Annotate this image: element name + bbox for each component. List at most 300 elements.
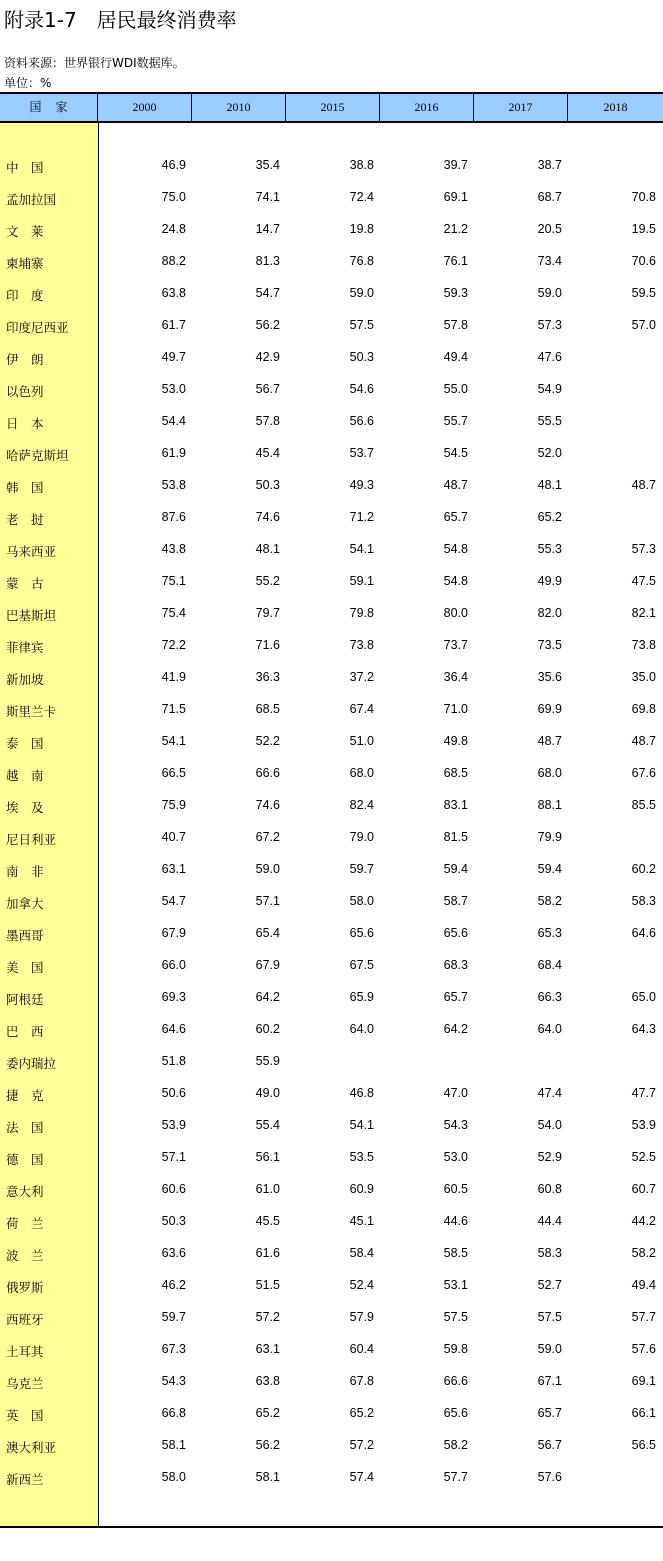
value-cell-2010: 45.5 <box>255 1214 280 1228</box>
country-name: 印度尼西亚 <box>6 320 69 335</box>
value-cell-2016: 68.3 <box>443 958 468 972</box>
value-cell-2000: 54.1 <box>161 734 186 748</box>
table-row <box>0 280 663 312</box>
value-cell-2010: 56.2 <box>255 318 280 332</box>
value-cell-2017: 65.2 <box>537 510 562 524</box>
value-cell-2017: 79.9 <box>537 830 562 844</box>
value-cell-2015: 65.6 <box>349 926 374 940</box>
value-cell-2017: 54.0 <box>537 1118 562 1132</box>
value-cell-2018: 57.3 <box>631 542 656 556</box>
header-year-2016: 2016 <box>380 94 474 121</box>
value-cell-2017: 64.0 <box>537 1022 562 1036</box>
value-cell-2016: 59.8 <box>443 1342 468 1356</box>
value-cell-2015: 38.8 <box>349 158 374 172</box>
country-name: 老 挝 <box>6 512 44 527</box>
value-cell-2015: 79.8 <box>349 606 374 620</box>
value-cell-2016: 66.6 <box>443 1374 468 1388</box>
value-cell-2018: 64.3 <box>631 1022 656 1036</box>
value-cell-2000: 53.9 <box>161 1118 186 1132</box>
table-row <box>0 1240 663 1272</box>
country-name: 德 国 <box>6 1152 44 1167</box>
table-row <box>0 664 663 696</box>
value-cell-2010: 55.4 <box>255 1118 280 1132</box>
value-cell-2000: 67.3 <box>161 1342 186 1356</box>
value-cell-2017: 48.7 <box>537 734 562 748</box>
table-row <box>0 536 663 568</box>
value-cell-2010: 67.2 <box>255 830 280 844</box>
value-cell-2018: 58.3 <box>631 894 656 908</box>
value-cell-2015: 59.1 <box>349 574 374 588</box>
country-name: 中 国 <box>6 160 44 175</box>
country-name: 乌克兰 <box>6 1376 44 1391</box>
value-cell-2010: 42.9 <box>255 350 280 364</box>
value-cell-2000: 57.1 <box>161 1150 186 1164</box>
country-name: 巴 西 <box>6 1024 44 1039</box>
value-cell-2000: 59.7 <box>161 1310 186 1324</box>
value-cell-2016: 65.7 <box>443 990 468 1004</box>
value-cell-2016: 44.6 <box>443 1214 468 1228</box>
value-cell-2016: 80.0 <box>443 606 468 620</box>
value-cell-2000: 49.7 <box>161 350 186 364</box>
value-cell-2015: 76.8 <box>349 254 374 268</box>
country-name: 日 本 <box>6 416 44 431</box>
value-cell-2018: 57.6 <box>631 1342 656 1356</box>
value-cell-2016: 57.7 <box>443 1470 468 1484</box>
value-cell-2018: 56.5 <box>631 1438 656 1452</box>
value-cell-2018: 35.0 <box>631 670 656 684</box>
value-cell-2015: 59.7 <box>349 862 374 876</box>
header-country: 国家 <box>0 94 98 121</box>
value-cell-2000: 43.8 <box>161 542 186 556</box>
value-cell-2017: 59.4 <box>537 862 562 876</box>
value-cell-2010: 55.2 <box>255 574 280 588</box>
value-cell-2015: 67.4 <box>349 702 374 716</box>
value-cell-2010: 79.7 <box>255 606 280 620</box>
value-cell-2000: 41.9 <box>161 670 186 684</box>
table-row <box>0 1368 663 1400</box>
value-cell-2000: 53.8 <box>161 478 186 492</box>
value-cell-2015: 58.0 <box>349 894 374 908</box>
value-cell-2016: 53.0 <box>443 1150 468 1164</box>
value-cell-2010: 50.3 <box>255 478 280 492</box>
value-cell-2000: 54.4 <box>161 414 186 428</box>
value-cell-2015: 82.4 <box>349 798 374 812</box>
value-cell-2010: 81.3 <box>255 254 280 268</box>
country-name: 土耳其 <box>6 1344 44 1359</box>
value-cell-2017: 47.4 <box>537 1086 562 1100</box>
value-cell-2000: 53.0 <box>161 382 186 396</box>
value-cell-2018: 73.8 <box>631 638 656 652</box>
table-row <box>0 504 663 536</box>
table-row <box>0 1208 663 1240</box>
value-cell-2018: 19.5 <box>631 222 656 236</box>
table-body <box>0 152 663 1496</box>
country-name: 印 度 <box>6 288 44 303</box>
value-cell-2010: 67.9 <box>255 958 280 972</box>
value-cell-2000: 63.6 <box>161 1246 186 1260</box>
value-cell-2015: 53.7 <box>349 446 374 460</box>
country-name: 加拿大 <box>6 896 44 911</box>
value-cell-2018: 47.7 <box>631 1086 656 1100</box>
data-source-note: 资料来源：世界银行WDI数据库。 <box>4 56 185 70</box>
value-cell-2017: 44.4 <box>537 1214 562 1228</box>
value-cell-2016: 54.5 <box>443 446 468 460</box>
value-cell-2015: 65.9 <box>349 990 374 1004</box>
table-row <box>0 856 663 888</box>
value-cell-2016: 54.8 <box>443 542 468 556</box>
table-bottom-rule <box>0 1526 663 1528</box>
value-cell-2015: 60.9 <box>349 1182 374 1196</box>
value-cell-2015: 57.2 <box>349 1438 374 1452</box>
value-cell-2016: 54.3 <box>443 1118 468 1132</box>
table-row <box>0 248 663 280</box>
country-name: 新西兰 <box>6 1472 44 1487</box>
value-cell-2000: 67.9 <box>161 926 186 940</box>
value-cell-2018: 66.1 <box>631 1406 656 1420</box>
value-cell-2015: 54.1 <box>349 542 374 556</box>
table-row <box>0 1144 663 1176</box>
table-row <box>0 760 663 792</box>
value-cell-2010: 57.2 <box>255 1310 280 1324</box>
value-cell-2000: 46.2 <box>161 1278 186 1292</box>
value-cell-2016: 49.4 <box>443 350 468 364</box>
page-title: 附录1-7 居民最终消费率 <box>4 8 237 32</box>
value-cell-2016: 55.7 <box>443 414 468 428</box>
value-cell-2000: 61.9 <box>161 446 186 460</box>
value-cell-2016: 65.7 <box>443 510 468 524</box>
value-cell-2000: 63.1 <box>161 862 186 876</box>
value-cell-2015: 51.0 <box>349 734 374 748</box>
value-cell-2010: 61.0 <box>255 1182 280 1196</box>
country-name: 荷 兰 <box>6 1216 44 1231</box>
value-cell-2016: 59.3 <box>443 286 468 300</box>
value-cell-2000: 64.6 <box>161 1022 186 1036</box>
value-cell-2015: 57.5 <box>349 318 374 332</box>
country-name: 墨西哥 <box>6 928 44 943</box>
value-cell-2010: 65.4 <box>255 926 280 940</box>
value-cell-2000: 75.4 <box>161 606 186 620</box>
value-cell-2016: 58.2 <box>443 1438 468 1452</box>
country-name: 文 莱 <box>6 224 44 239</box>
value-cell-2017: 59.0 <box>537 1342 562 1356</box>
value-cell-2015: 65.2 <box>349 1406 374 1420</box>
value-cell-2000: 51.8 <box>161 1054 186 1068</box>
value-cell-2010: 45.4 <box>255 446 280 460</box>
value-cell-2015: 58.4 <box>349 1246 374 1260</box>
value-cell-2010: 14.7 <box>255 222 280 236</box>
country-name: 阿根廷 <box>6 992 44 1007</box>
unit-note: 单位：% <box>4 76 52 90</box>
table-row <box>0 1336 663 1368</box>
value-cell-2018: 59.5 <box>631 286 656 300</box>
value-cell-2000: 24.8 <box>161 222 186 236</box>
value-cell-2015: 49.3 <box>349 478 374 492</box>
value-cell-2017: 52.0 <box>537 446 562 460</box>
value-cell-2016: 73.7 <box>443 638 468 652</box>
country-name: 柬埔寨 <box>6 256 44 271</box>
value-cell-2018: 57.0 <box>631 318 656 332</box>
table-row <box>0 1048 663 1080</box>
consumption-rate-table <box>0 92 663 1528</box>
value-cell-2010: 65.2 <box>255 1406 280 1420</box>
value-cell-2017: 73.4 <box>537 254 562 268</box>
value-cell-2015: 19.8 <box>349 222 374 236</box>
value-cell-2015: 59.0 <box>349 286 374 300</box>
value-cell-2017: 82.0 <box>537 606 562 620</box>
value-cell-2015: 50.3 <box>349 350 374 364</box>
value-cell-2015: 67.8 <box>349 1374 374 1388</box>
value-cell-2017: 88.1 <box>537 798 562 812</box>
value-cell-2016: 48.7 <box>443 478 468 492</box>
value-cell-2010: 56.2 <box>255 1438 280 1452</box>
value-cell-2016: 21.2 <box>443 222 468 236</box>
value-cell-2016: 59.4 <box>443 862 468 876</box>
value-cell-2010: 71.6 <box>255 638 280 652</box>
value-cell-2017: 57.6 <box>537 1470 562 1484</box>
value-cell-2017: 59.0 <box>537 286 562 300</box>
value-cell-2010: 58.1 <box>255 1470 280 1484</box>
value-cell-2016: 65.6 <box>443 1406 468 1420</box>
value-cell-2000: 75.9 <box>161 798 186 812</box>
value-cell-2018: 69.1 <box>631 1374 656 1388</box>
value-cell-2016: 71.0 <box>443 702 468 716</box>
value-cell-2017: 58.3 <box>537 1246 562 1260</box>
table-header <box>0 92 663 123</box>
value-cell-2000: 58.0 <box>161 1470 186 1484</box>
country-name: 马来西亚 <box>6 544 57 559</box>
country-name: 英 国 <box>6 1408 44 1423</box>
value-cell-2015: 72.4 <box>349 190 374 204</box>
value-cell-2017: 20.5 <box>537 222 562 236</box>
table-row <box>0 1080 663 1112</box>
value-cell-2000: 69.3 <box>161 990 186 1004</box>
value-cell-2016: 68.5 <box>443 766 468 780</box>
value-cell-2010: 56.1 <box>255 1150 280 1164</box>
value-cell-2017: 56.7 <box>537 1438 562 1452</box>
value-cell-2018: 57.7 <box>631 1310 656 1324</box>
table-row <box>0 184 663 216</box>
value-cell-2017: 57.3 <box>537 318 562 332</box>
value-cell-2010: 57.8 <box>255 414 280 428</box>
value-cell-2017: 35.6 <box>537 670 562 684</box>
value-cell-2017: 68.7 <box>537 190 562 204</box>
table-row <box>0 600 663 632</box>
value-cell-2015: 67.5 <box>349 958 374 972</box>
value-cell-2000: 72.2 <box>161 638 186 652</box>
value-cell-2017: 52.9 <box>537 1150 562 1164</box>
value-cell-2018: 48.7 <box>631 734 656 748</box>
value-cell-2017: 60.8 <box>537 1182 562 1196</box>
table-row <box>0 632 663 664</box>
value-cell-2016: 81.5 <box>443 830 468 844</box>
value-cell-2018: 82.1 <box>631 606 656 620</box>
country-name: 俄罗斯 <box>6 1280 44 1295</box>
value-cell-2015: 57.9 <box>349 1310 374 1324</box>
table-row <box>0 312 663 344</box>
value-cell-2000: 46.9 <box>161 158 186 172</box>
value-cell-2010: 74.6 <box>255 798 280 812</box>
value-cell-2016: 69.1 <box>443 190 468 204</box>
country-name: 泰 国 <box>6 736 44 751</box>
value-cell-2010: 49.0 <box>255 1086 280 1100</box>
table-row <box>0 1016 663 1048</box>
value-cell-2015: 46.8 <box>349 1086 374 1100</box>
value-cell-2016: 60.5 <box>443 1182 468 1196</box>
value-cell-2000: 60.6 <box>161 1182 186 1196</box>
table-row <box>0 952 663 984</box>
table-row <box>0 920 663 952</box>
value-cell-2015: 64.0 <box>349 1022 374 1036</box>
table-row <box>0 728 663 760</box>
value-cell-2015: 57.4 <box>349 1470 374 1484</box>
country-name: 斯里兰卡 <box>6 704 57 719</box>
header-year-2015: 2015 <box>286 94 380 121</box>
value-cell-2010: 51.5 <box>255 1278 280 1292</box>
value-cell-2016: 57.8 <box>443 318 468 332</box>
value-cell-2016: 58.7 <box>443 894 468 908</box>
value-cell-2016: 57.5 <box>443 1310 468 1324</box>
value-cell-2016: 76.1 <box>443 254 468 268</box>
value-cell-2000: 50.3 <box>161 1214 186 1228</box>
value-cell-2015: 56.6 <box>349 414 374 428</box>
country-name: 巴基斯坦 <box>6 608 57 623</box>
value-cell-2018: 52.5 <box>631 1150 656 1164</box>
value-cell-2017: 73.5 <box>537 638 562 652</box>
value-cell-2010: 61.6 <box>255 1246 280 1260</box>
value-cell-2016: 39.7 <box>443 158 468 172</box>
value-cell-2018: 67.6 <box>631 766 656 780</box>
value-cell-2010: 74.1 <box>255 190 280 204</box>
table-row <box>0 792 663 824</box>
table-row <box>0 376 663 408</box>
header-year-2010: 2010 <box>192 94 286 121</box>
value-cell-2000: 58.1 <box>161 1438 186 1452</box>
value-cell-2017: 68.0 <box>537 766 562 780</box>
value-cell-2016: 49.8 <box>443 734 468 748</box>
value-cell-2000: 87.6 <box>161 510 186 524</box>
value-cell-2018: 70.8 <box>631 190 656 204</box>
value-cell-2017: 47.6 <box>537 350 562 364</box>
value-cell-2010: 74.6 <box>255 510 280 524</box>
country-name: 孟加拉国 <box>6 192 57 207</box>
country-name: 法 国 <box>6 1120 44 1135</box>
value-cell-2016: 58.5 <box>443 1246 468 1260</box>
value-cell-2016: 36.4 <box>443 670 468 684</box>
value-cell-2017: 55.3 <box>537 542 562 556</box>
value-cell-2010: 54.7 <box>255 286 280 300</box>
value-cell-2016: 64.2 <box>443 1022 468 1036</box>
table-row <box>0 408 663 440</box>
table-row <box>0 216 663 248</box>
value-cell-2018: 53.9 <box>631 1118 656 1132</box>
value-cell-2018: 60.2 <box>631 862 656 876</box>
value-cell-2017: 66.3 <box>537 990 562 1004</box>
value-cell-2000: 66.0 <box>161 958 186 972</box>
table-row <box>0 440 663 472</box>
value-cell-2017: 54.9 <box>537 382 562 396</box>
value-cell-2017: 69.9 <box>537 702 562 716</box>
table-row <box>0 696 663 728</box>
value-cell-2017: 57.5 <box>537 1310 562 1324</box>
value-cell-2017: 52.7 <box>537 1278 562 1292</box>
table-row <box>0 152 663 184</box>
value-cell-2000: 63.8 <box>161 286 186 300</box>
country-name: 捷 克 <box>6 1088 44 1103</box>
value-cell-2016: 83.1 <box>443 798 468 812</box>
value-cell-2000: 75.0 <box>161 190 186 204</box>
value-cell-2010: 57.1 <box>255 894 280 908</box>
value-cell-2016: 54.8 <box>443 574 468 588</box>
country-name: 南 非 <box>6 864 44 879</box>
table-row <box>0 1432 663 1464</box>
value-cell-2010: 63.8 <box>255 1374 280 1388</box>
value-cell-2000: 66.5 <box>161 766 186 780</box>
value-cell-2010: 66.6 <box>255 766 280 780</box>
value-cell-2018: 60.7 <box>631 1182 656 1196</box>
country-name: 委内瑞拉 <box>6 1056 57 1071</box>
value-cell-2015: 73.8 <box>349 638 374 652</box>
value-cell-2017: 55.5 <box>537 414 562 428</box>
value-cell-2016: 53.1 <box>443 1278 468 1292</box>
value-cell-2015: 45.1 <box>349 1214 374 1228</box>
country-name: 埃 及 <box>6 800 44 815</box>
country-name: 蒙 古 <box>6 576 44 591</box>
value-cell-2010: 64.2 <box>255 990 280 1004</box>
value-cell-2018: 70.6 <box>631 254 656 268</box>
table-row <box>0 1400 663 1432</box>
value-cell-2010: 68.5 <box>255 702 280 716</box>
table-row <box>0 888 663 920</box>
header-year-2018: 2018 <box>603 100 628 114</box>
header-year-2000: 2000 <box>98 94 192 121</box>
table-row <box>0 824 663 856</box>
country-name: 美 国 <box>6 960 44 975</box>
value-cell-2010: 52.2 <box>255 734 280 748</box>
value-cell-2010: 59.0 <box>255 862 280 876</box>
country-name: 西班牙 <box>6 1312 44 1327</box>
country-name: 越 南 <box>6 768 44 783</box>
country-name: 波 兰 <box>6 1248 44 1263</box>
value-cell-2010: 35.4 <box>255 158 280 172</box>
value-cell-2000: 66.8 <box>161 1406 186 1420</box>
value-cell-2010: 56.7 <box>255 382 280 396</box>
value-cell-2000: 54.7 <box>161 894 186 908</box>
value-cell-2015: 54.1 <box>349 1118 374 1132</box>
value-cell-2017: 65.7 <box>537 1406 562 1420</box>
country-name: 韩 国 <box>6 480 44 495</box>
country-name: 尼日利亚 <box>6 832 57 847</box>
value-cell-2000: 71.5 <box>161 702 186 716</box>
table-row <box>0 1176 663 1208</box>
value-cell-2017: 65.3 <box>537 926 562 940</box>
table-row <box>0 1112 663 1144</box>
value-cell-2010: 36.3 <box>255 670 280 684</box>
value-cell-2017: 38.7 <box>537 158 562 172</box>
value-cell-2016: 65.6 <box>443 926 468 940</box>
table-row <box>0 984 663 1016</box>
value-cell-2000: 40.7 <box>161 830 186 844</box>
value-cell-2017: 49.9 <box>537 574 562 588</box>
table-row <box>0 568 663 600</box>
value-cell-2010: 63.1 <box>255 1342 280 1356</box>
value-cell-2015: 37.2 <box>349 670 374 684</box>
value-cell-2010: 60.2 <box>255 1022 280 1036</box>
value-cell-2017: 68.4 <box>537 958 562 972</box>
value-cell-2018: 65.0 <box>631 990 656 1004</box>
table-row <box>0 1304 663 1336</box>
country-name: 哈萨克斯坦 <box>6 448 69 463</box>
value-cell-2017: 67.1 <box>537 1374 562 1388</box>
